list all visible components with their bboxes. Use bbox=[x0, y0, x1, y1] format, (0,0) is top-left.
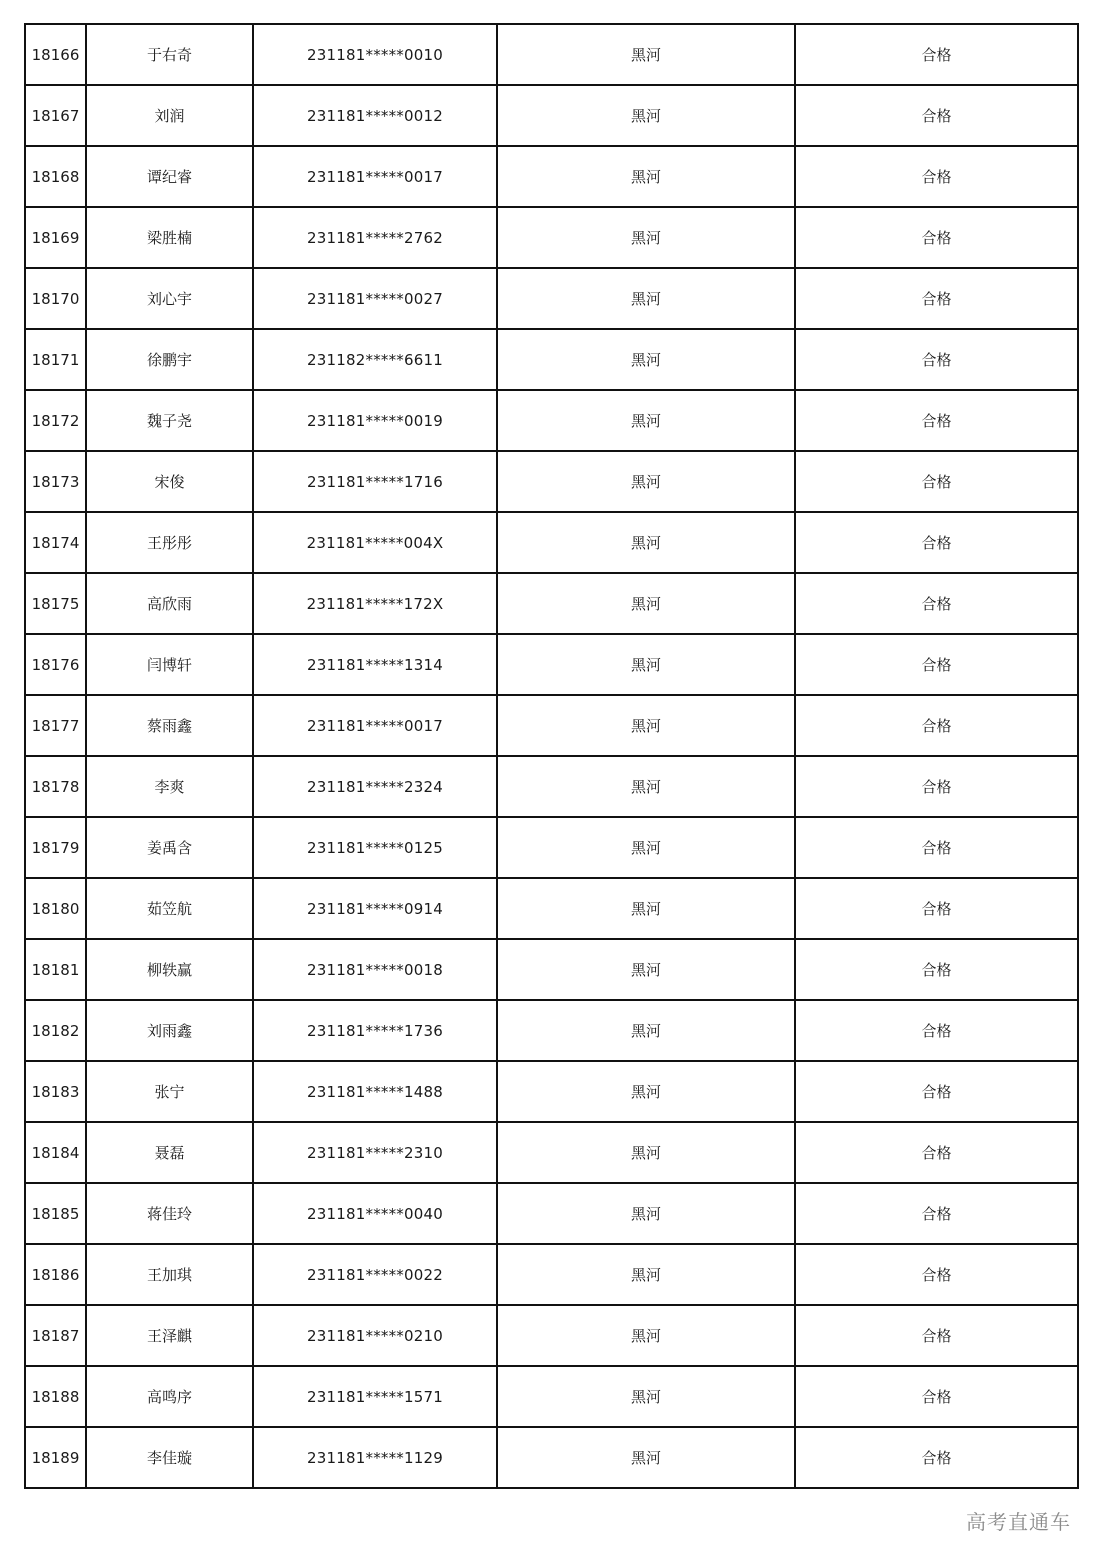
serial-number-cell: 18176 bbox=[25, 634, 86, 695]
name-cell: 李爽 bbox=[86, 756, 253, 817]
id-number-cell: 231181*****0125 bbox=[253, 817, 497, 878]
name-cell: 姜禹含 bbox=[86, 817, 253, 878]
table-row bbox=[25, 1000, 1078, 1061]
id-number-cell: 231181*****0022 bbox=[253, 1244, 497, 1305]
name-cell: 王加琪 bbox=[86, 1244, 253, 1305]
result-cell: 合格 bbox=[795, 1000, 1078, 1061]
table-row bbox=[25, 207, 1078, 268]
name-cell: 刘心宇 bbox=[86, 268, 253, 329]
region-cell: 黑河 bbox=[497, 756, 795, 817]
table-row bbox=[25, 939, 1078, 1000]
region-cell: 黑河 bbox=[497, 268, 795, 329]
region-cell: 黑河 bbox=[497, 1427, 795, 1488]
region-cell: 黑河 bbox=[497, 207, 795, 268]
name-cell: 王彤彤 bbox=[86, 512, 253, 573]
result-cell: 合格 bbox=[795, 878, 1078, 939]
id-number-cell: 231181*****2324 bbox=[253, 756, 497, 817]
result-cell: 合格 bbox=[795, 1427, 1078, 1488]
id-number-cell: 231181*****2762 bbox=[253, 207, 497, 268]
table-row bbox=[25, 878, 1078, 939]
name-cell: 高鸣序 bbox=[86, 1366, 253, 1427]
result-cell: 合格 bbox=[795, 695, 1078, 756]
id-number-cell: 231181*****0017 bbox=[253, 146, 497, 207]
serial-number-cell: 18178 bbox=[25, 756, 86, 817]
name-cell: 蔡雨鑫 bbox=[86, 695, 253, 756]
serial-number-cell: 18174 bbox=[25, 512, 86, 573]
name-cell: 聂磊 bbox=[86, 1122, 253, 1183]
result-cell: 合格 bbox=[795, 1122, 1078, 1183]
region-cell: 黑河 bbox=[497, 1366, 795, 1427]
id-number-cell: 231181*****2310 bbox=[253, 1122, 497, 1183]
serial-number-cell: 18181 bbox=[25, 939, 86, 1000]
serial-number-cell: 18188 bbox=[25, 1366, 86, 1427]
result-cell: 合格 bbox=[795, 756, 1078, 817]
name-cell: 柳轶赢 bbox=[86, 939, 253, 1000]
serial-number-cell: 18169 bbox=[25, 207, 86, 268]
id-number-cell: 231181*****1314 bbox=[253, 634, 497, 695]
serial-number-cell: 18173 bbox=[25, 451, 86, 512]
region-cell: 黑河 bbox=[497, 85, 795, 146]
serial-number-cell: 18182 bbox=[25, 1000, 86, 1061]
table-row bbox=[25, 573, 1078, 634]
result-cell: 合格 bbox=[795, 85, 1078, 146]
serial-number-cell: 18186 bbox=[25, 1244, 86, 1305]
id-number-cell: 231181*****1488 bbox=[253, 1061, 497, 1122]
result-cell: 合格 bbox=[795, 146, 1078, 207]
region-cell: 黑河 bbox=[497, 1000, 795, 1061]
region-cell: 黑河 bbox=[497, 451, 795, 512]
id-number-cell: 231181*****0914 bbox=[253, 878, 497, 939]
name-cell: 宋俊 bbox=[86, 451, 253, 512]
id-number-cell: 231182*****6611 bbox=[253, 329, 497, 390]
region-cell: 黑河 bbox=[497, 329, 795, 390]
result-cell: 合格 bbox=[795, 634, 1078, 695]
region-cell: 黑河 bbox=[497, 1122, 795, 1183]
region-cell: 黑河 bbox=[497, 573, 795, 634]
table-row bbox=[25, 390, 1078, 451]
table-row bbox=[25, 1244, 1078, 1305]
id-number-cell: 231181*****0210 bbox=[253, 1305, 497, 1366]
roster-table-body bbox=[25, 24, 1078, 1488]
id-number-cell: 231181*****0018 bbox=[253, 939, 497, 1000]
result-cell: 合格 bbox=[795, 573, 1078, 634]
result-cell: 合格 bbox=[795, 1244, 1078, 1305]
name-cell: 高欣雨 bbox=[86, 573, 253, 634]
result-cell: 合格 bbox=[795, 512, 1078, 573]
id-number-cell: 231181*****0040 bbox=[253, 1183, 497, 1244]
serial-number-cell: 18187 bbox=[25, 1305, 86, 1366]
serial-number-cell: 18175 bbox=[25, 573, 86, 634]
serial-number-cell: 18189 bbox=[25, 1427, 86, 1488]
region-cell: 黑河 bbox=[497, 1183, 795, 1244]
name-cell: 梁胜楠 bbox=[86, 207, 253, 268]
result-cell: 合格 bbox=[795, 1305, 1078, 1366]
serial-number-cell: 18185 bbox=[25, 1183, 86, 1244]
region-cell: 黑河 bbox=[497, 1244, 795, 1305]
result-cell: 合格 bbox=[795, 1061, 1078, 1122]
result-cell: 合格 bbox=[795, 329, 1078, 390]
name-cell: 闫博轩 bbox=[86, 634, 253, 695]
serial-number-cell: 18180 bbox=[25, 878, 86, 939]
name-cell: 茹笠航 bbox=[86, 878, 253, 939]
name-cell: 王泽麒 bbox=[86, 1305, 253, 1366]
name-cell: 张宁 bbox=[86, 1061, 253, 1122]
serial-number-cell: 18166 bbox=[25, 24, 86, 85]
table-row bbox=[25, 451, 1078, 512]
table-row bbox=[25, 1061, 1078, 1122]
region-cell: 黑河 bbox=[497, 512, 795, 573]
region-cell: 黑河 bbox=[497, 817, 795, 878]
region-cell: 黑河 bbox=[497, 695, 795, 756]
name-cell: 徐鹏宇 bbox=[86, 329, 253, 390]
region-cell: 黑河 bbox=[497, 390, 795, 451]
table-row bbox=[25, 695, 1078, 756]
region-cell: 黑河 bbox=[497, 146, 795, 207]
table-row bbox=[25, 268, 1078, 329]
serial-number-cell: 18177 bbox=[25, 695, 86, 756]
region-cell: 黑河 bbox=[497, 24, 795, 85]
table-row bbox=[25, 1122, 1078, 1183]
table-row bbox=[25, 512, 1078, 573]
region-cell: 黑河 bbox=[497, 634, 795, 695]
result-cell: 合格 bbox=[795, 207, 1078, 268]
result-cell: 合格 bbox=[795, 1366, 1078, 1427]
id-number-cell: 231181*****0017 bbox=[253, 695, 497, 756]
region-cell: 黑河 bbox=[497, 1061, 795, 1122]
serial-number-cell: 18183 bbox=[25, 1061, 86, 1122]
result-cell: 合格 bbox=[795, 1183, 1078, 1244]
result-cell: 合格 bbox=[795, 268, 1078, 329]
table-row bbox=[25, 634, 1078, 695]
id-number-cell: 231181*****1736 bbox=[253, 1000, 497, 1061]
region-cell: 黑河 bbox=[497, 939, 795, 1000]
table-row bbox=[25, 1366, 1078, 1427]
id-number-cell: 231181*****1129 bbox=[253, 1427, 497, 1488]
table-row bbox=[25, 146, 1078, 207]
table-row bbox=[25, 329, 1078, 390]
result-cell: 合格 bbox=[795, 817, 1078, 878]
id-number-cell: 231181*****172X bbox=[253, 573, 497, 634]
name-cell: 李佳璇 bbox=[86, 1427, 253, 1488]
table-row bbox=[25, 24, 1078, 85]
serial-number-cell: 18172 bbox=[25, 390, 86, 451]
result-cell: 合格 bbox=[795, 939, 1078, 1000]
region-cell: 黑河 bbox=[497, 878, 795, 939]
name-cell: 蒋佳玲 bbox=[86, 1183, 253, 1244]
id-number-cell: 231181*****1716 bbox=[253, 451, 497, 512]
id-number-cell: 231181*****0012 bbox=[253, 85, 497, 146]
table-row bbox=[25, 756, 1078, 817]
result-cell: 合格 bbox=[795, 24, 1078, 85]
name-cell: 于右奇 bbox=[86, 24, 253, 85]
id-number-cell: 231181*****0010 bbox=[253, 24, 497, 85]
id-number-cell: 231181*****0027 bbox=[253, 268, 497, 329]
result-cell: 合格 bbox=[795, 390, 1078, 451]
id-number-cell: 231181*****1571 bbox=[253, 1366, 497, 1427]
name-cell: 刘润 bbox=[86, 85, 253, 146]
table-row bbox=[25, 817, 1078, 878]
result-cell: 合格 bbox=[795, 451, 1078, 512]
region-cell: 黑河 bbox=[497, 1305, 795, 1366]
id-number-cell: 231181*****0019 bbox=[253, 390, 497, 451]
serial-number-cell: 18170 bbox=[25, 268, 86, 329]
serial-number-cell: 18171 bbox=[25, 329, 86, 390]
name-cell: 刘雨鑫 bbox=[86, 1000, 253, 1061]
watermark-text: 高考直通车 bbox=[964, 1506, 1073, 1535]
table-row bbox=[25, 85, 1078, 146]
roster-table bbox=[24, 23, 1079, 1489]
table-row bbox=[25, 1305, 1078, 1366]
serial-number-cell: 18179 bbox=[25, 817, 86, 878]
serial-number-cell: 18184 bbox=[25, 1122, 86, 1183]
serial-number-cell: 18167 bbox=[25, 85, 86, 146]
table-row bbox=[25, 1427, 1078, 1488]
name-cell: 魏子尧 bbox=[86, 390, 253, 451]
table-row bbox=[25, 1183, 1078, 1244]
serial-number-cell: 18168 bbox=[25, 146, 86, 207]
id-number-cell: 231181*****004X bbox=[253, 512, 497, 573]
name-cell: 谭纪睿 bbox=[86, 146, 253, 207]
